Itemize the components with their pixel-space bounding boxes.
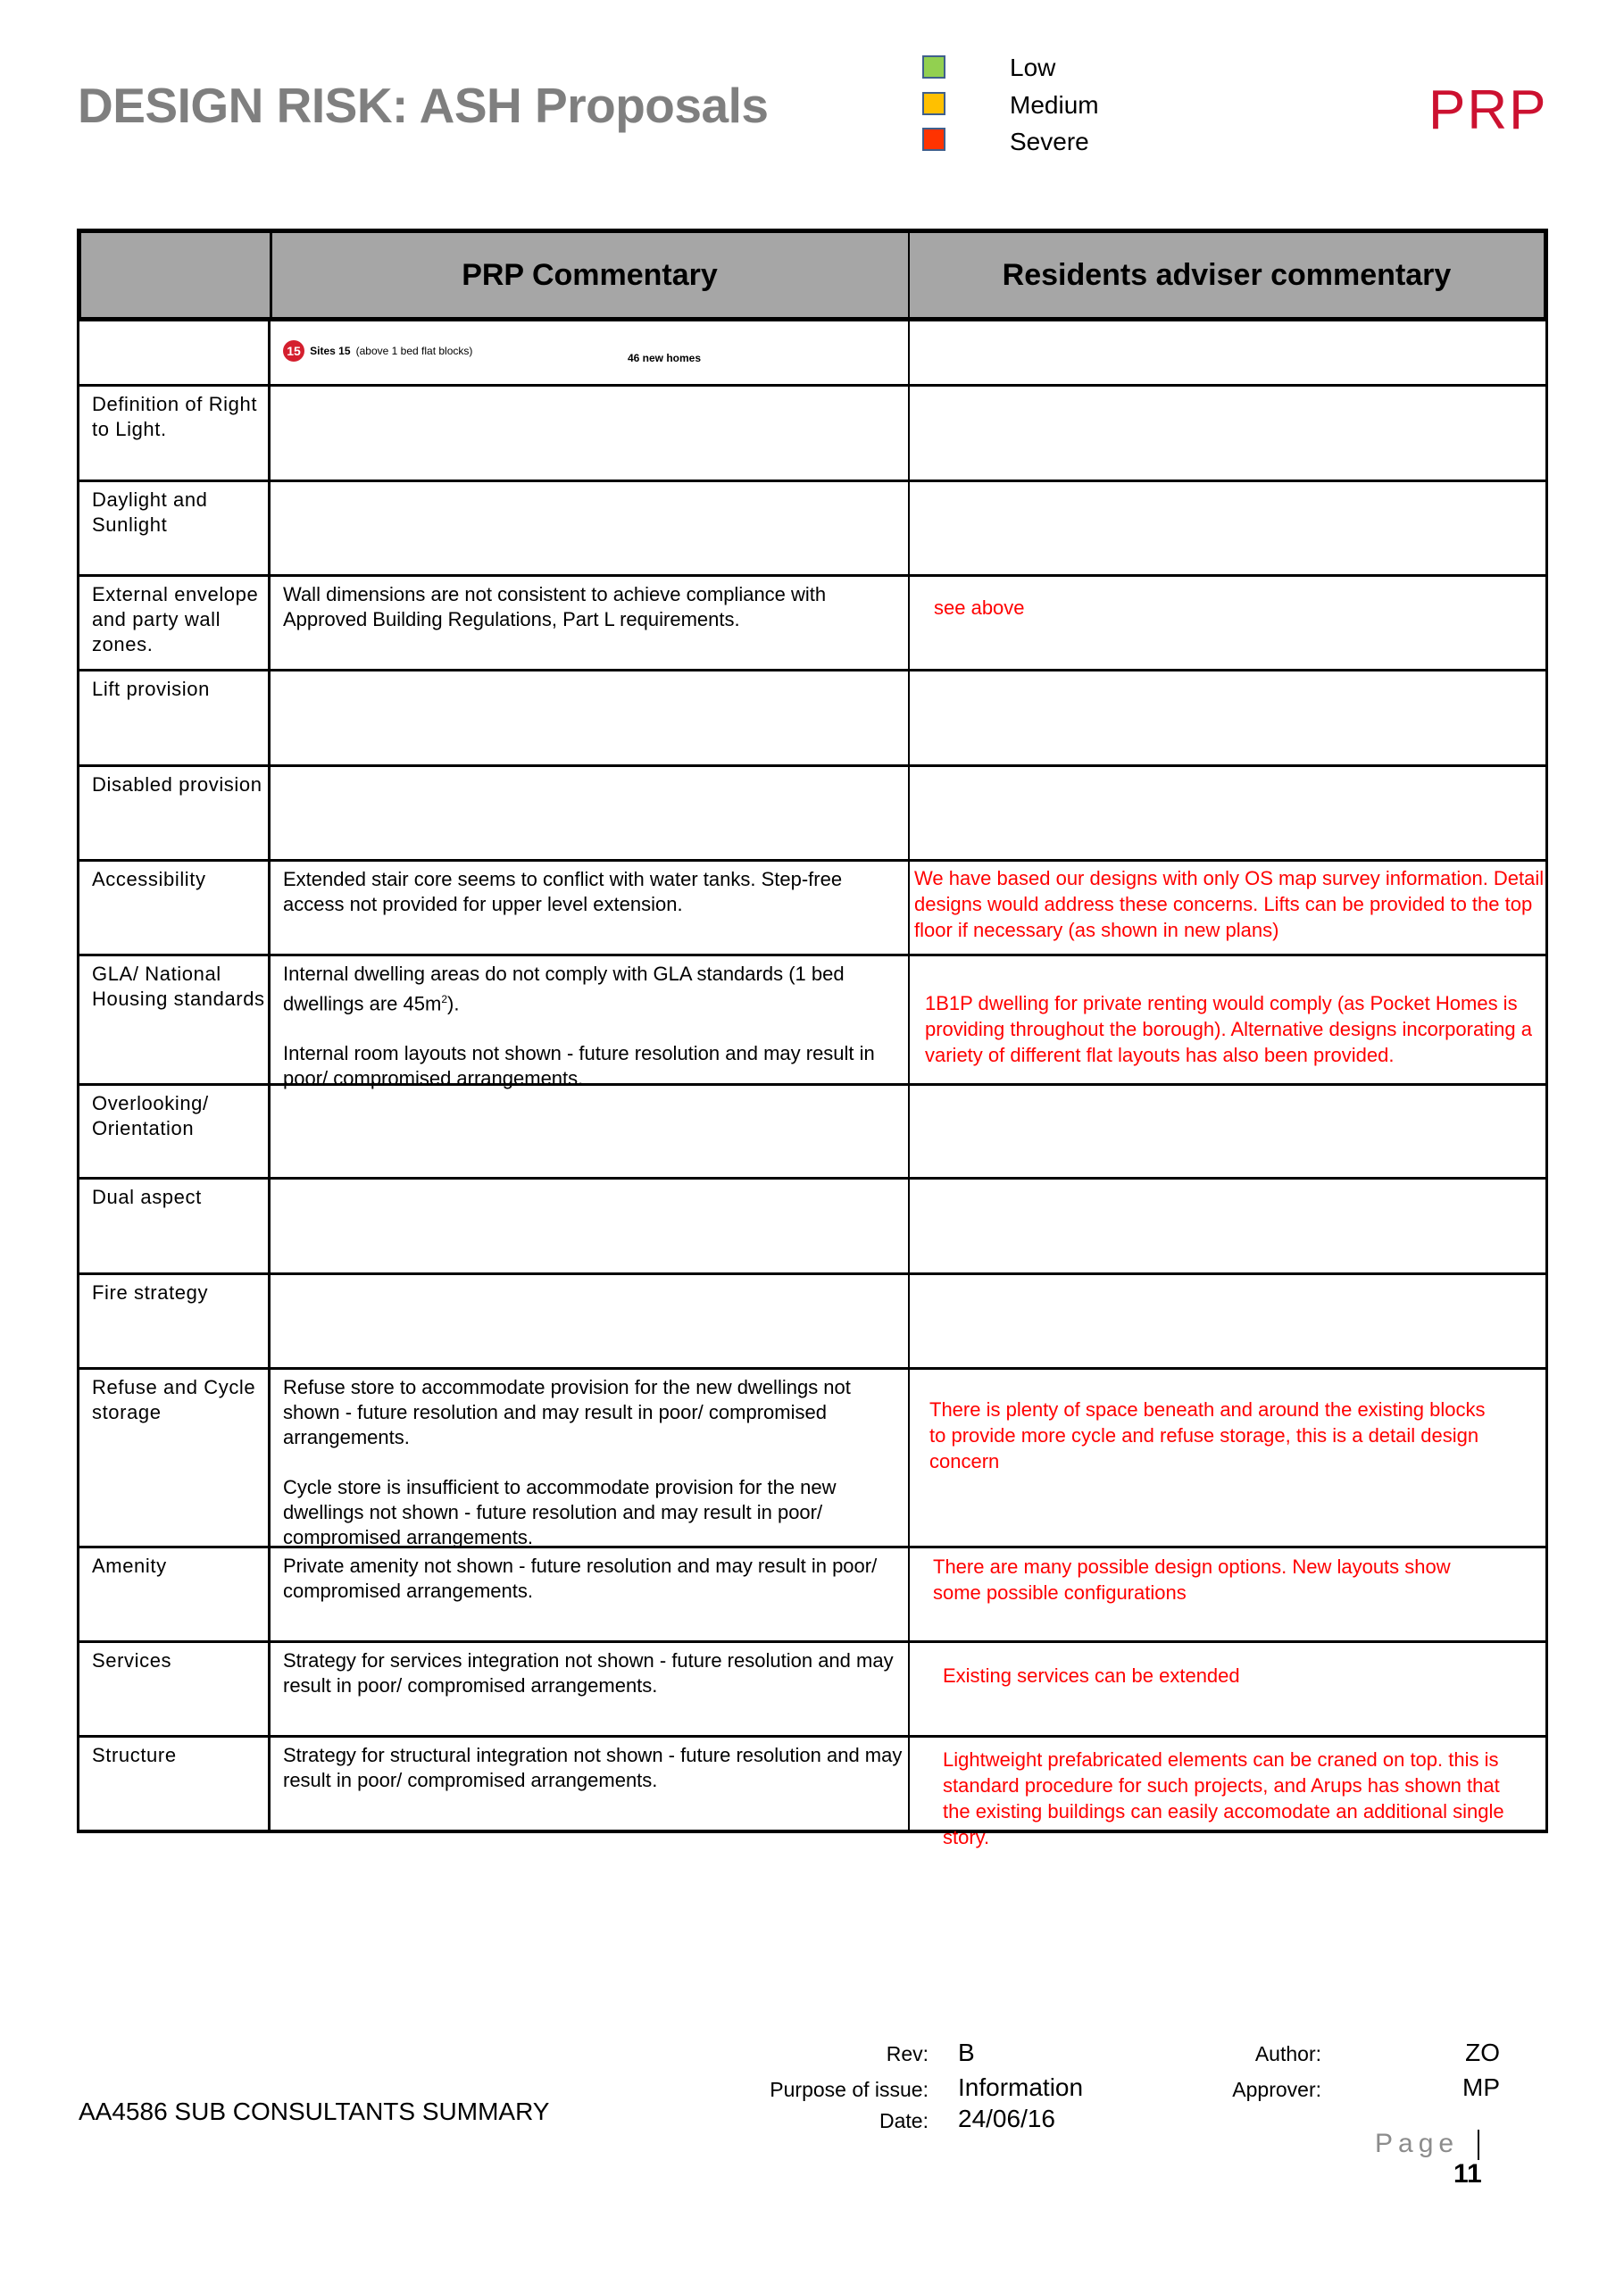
prp-comment: Private amenity not shown - future resolution and may result in poor/ compromised arrangements. — [283, 1555, 878, 1602]
table-row — [77, 1370, 1548, 1548]
prp-comment: Extended stair core seems to conflict with water tanks. Step-free access not provided for upper level extension. — [283, 868, 843, 915]
resident-cell — [910, 1180, 1545, 1272]
resident-cell — [910, 1275, 1545, 1367]
resident-cell: 1B1P dwelling for private renting would comply (as Pocket Homes is providing throughout the borough). Alternative designs incorporating a variety of different flat layouts has also been provided. — [925, 992, 1533, 1066]
prp-cell — [271, 482, 910, 574]
prp-cell — [271, 1548, 910, 1640]
prp-cell — [271, 577, 910, 669]
document-reference: AA4586 SUB CONSULTANTS SUMMARY — [79, 2098, 550, 2125]
topic-cell: Disabled provision — [79, 767, 271, 859]
prp-comment: Strategy for structural integration not shown - future resolution and may result in poor/ compromised arrangements. — [283, 1744, 903, 1791]
rev-label: Rev: — [886, 2042, 929, 2065]
table-row — [77, 1275, 1548, 1370]
topic-cell: GLA/ National Housing standards — [79, 956, 271, 1083]
table-row — [77, 577, 1548, 671]
topic-cell: Dual aspect — [79, 1180, 271, 1272]
topic-cell: Fire strategy — [79, 1275, 271, 1367]
rev-value: B — [958, 2039, 975, 2066]
table-row — [77, 956, 1548, 1090]
prp-comment: Internal dwelling areas do not comply with GLA standards (1 bed dwellings are $45m^2$). — [283, 963, 845, 1015]
table-row — [77, 1086, 1548, 1180]
date-value: 24/06/16 — [958, 2105, 1055, 2132]
page-separator — [1478, 2130, 1479, 2160]
legend-severe-swatch — [922, 128, 945, 151]
topic-cell: Lift provision — [79, 671, 271, 764]
resident-cell — [910, 482, 1545, 574]
resident-cell: Lightweight prefabricated elements can be craned on top. this is standard procedure for such projects, and Arups has shown that the existing buildings can easily accomodate an additional single story. — [943, 1748, 1504, 1848]
prp-cell — [271, 956, 910, 1090]
resident-cell — [910, 387, 1545, 480]
prp-comment: Cycle store is insufficient to accommodate provision for the new dwellings not shown - future resolution and may result in poor/ compromised arrangements. — [283, 1476, 837, 1548]
prp-cell — [271, 671, 910, 764]
author-label: Author: — [1254, 2042, 1321, 2065]
prp-logo: PRP — [1428, 79, 1548, 141]
legend-medium-swatch — [922, 92, 945, 115]
header-prp-commentary: PRP Commentary — [462, 257, 718, 292]
site-row — [77, 321, 1548, 387]
prp-cell — [271, 1180, 910, 1272]
legend-low-swatch — [922, 55, 945, 79]
resident-cell: Existing services can be extended — [943, 1664, 1240, 1687]
topic-cell: External envelope and party wall zones. — [79, 577, 271, 669]
purpose-value: Information — [958, 2073, 1084, 2101]
topic-cell: Daylight and Sunlight — [79, 482, 271, 574]
table-row — [77, 387, 1548, 482]
prp-comment: Wall dimensions are not consistent to achieve compliance with Approved Building Regulations, Part L requirements. — [283, 583, 827, 630]
table-header — [77, 229, 1548, 321]
table-row — [77, 1738, 1548, 1848]
prp-cell — [271, 1086, 910, 1177]
page-label: Page — [1375, 2129, 1460, 2158]
table-row — [77, 767, 1548, 862]
prp-comment: Refuse store to accommodate provision for the new dwellings not shown - future resolution and may result in poor/ compromised arrangements. — [283, 1376, 851, 1448]
resident-cell — [910, 1086, 1545, 1177]
purpose-label: Purpose of issue: — [770, 2078, 929, 2101]
site-name: Sites 15 — [310, 345, 351, 358]
prp-cell — [271, 862, 910, 954]
topic-cell: Amenity — [79, 1548, 271, 1640]
site-description: (above 1 bed flat blocks) — [355, 345, 473, 358]
site-number-badge: 15 — [283, 340, 304, 362]
table-row — [77, 671, 1548, 767]
prp-cell — [271, 1275, 910, 1367]
prp-cell — [271, 767, 910, 859]
resident-cell — [910, 671, 1545, 764]
header-resident-commentary: Residents adviser commentary — [1002, 257, 1452, 292]
resident-cell: There is plenty of space beneath and around the existing blocks to provide more cycle and refuse storage, this is a detail design concern — [929, 1398, 1486, 1472]
approver-value: MP — [1462, 2073, 1500, 2101]
table-row — [77, 482, 1548, 577]
prp-cell — [271, 1370, 910, 1546]
resident-cell: There are many possible design options. New layouts show some possible configurations — [933, 1556, 1451, 1604]
table-row — [77, 1548, 1548, 1643]
topic-cell: Refuse and Cycle storage — [79, 1370, 271, 1546]
prp-cell — [271, 387, 910, 480]
resident-cell — [910, 321, 1545, 384]
table-row — [77, 1180, 1548, 1275]
legend-medium-label: Medium — [1010, 91, 1099, 119]
site-homes-count: 46 new homes — [628, 352, 702, 364]
legend-low-label: Low — [1010, 54, 1056, 81]
topic-cell: Definition of Right to Light. — [79, 387, 271, 480]
site-info-cell — [271, 321, 910, 384]
resident-cell: We have based our designs with only OS map survey information. Detail designs would address these concerns. Lifts can be provided to the top floor if necessary (as shown in new plans) — [914, 867, 1545, 941]
page-title: DESIGN RISK: ASH Proposals — [78, 78, 769, 133]
approver-label: Approver: — [1232, 2078, 1321, 2101]
prp-comment: Strategy for services integration not shown - future resolution and may result in poor/ compromised arrangements. — [283, 1649, 894, 1697]
resident-cell: see above — [934, 596, 1025, 619]
date-label: Date: — [879, 2109, 929, 2132]
topic-cell: Services — [79, 1643, 271, 1735]
prp-cell — [271, 1738, 910, 1830]
topic-cell: Overlooking/ Orientation — [79, 1086, 271, 1177]
topic-cell: Accessibility — [79, 862, 271, 954]
topic-cell: Structure — [79, 1738, 271, 1830]
table-row — [77, 862, 1548, 956]
author-value: ZO — [1465, 2039, 1500, 2066]
table-row — [77, 1643, 1548, 1738]
page-number: 11 — [1453, 2159, 1482, 2189]
resident-cell — [910, 767, 1545, 859]
prp-cell — [271, 1643, 910, 1735]
prp-comment: Internal room layouts not shown - future resolution and may result in poor/ compromised arrangements. — [283, 1042, 875, 1090]
legend-severe-label: Severe — [1010, 128, 1089, 155]
topic-cell — [79, 321, 271, 384]
